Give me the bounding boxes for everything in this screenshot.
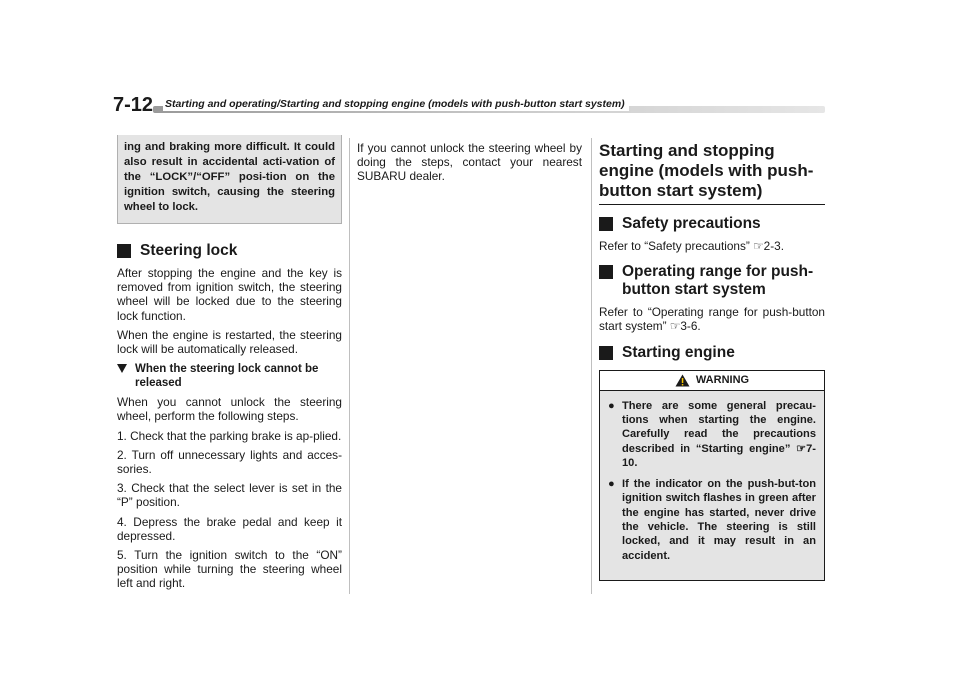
warning-header — [600, 371, 824, 391]
column-left — [117, 135, 342, 596]
heading-text: Safety precautions — [622, 215, 761, 232]
heading-text: Starting engine — [622, 343, 735, 361]
step-item: 5. Turn the ignition switch to the “ON” position while turning the steering wheel left and right. — [117, 548, 342, 591]
step-item: 1. Check that the parking brake is ap-plied. — [117, 428, 342, 443]
column-middle — [357, 141, 582, 189]
paragraph: If you cannot unlock the steering wheel by doing the steps, contact your nearest SUBARU dealer. — [357, 141, 582, 184]
cross-reference: Refer to “Safety precautions” ☞2-3. — [599, 239, 784, 253]
page-header — [113, 94, 825, 118]
square-bullet-icon — [599, 346, 613, 360]
heading-text: Operating range for push-button start system — [622, 263, 814, 299]
cross-reference: Refer to “Operating range for push-button start system” ☞3-6. — [599, 305, 825, 334]
subheading — [117, 362, 342, 390]
bullet-icon: ● — [608, 478, 615, 491]
warning-box — [599, 370, 825, 581]
square-bullet-icon — [599, 265, 613, 279]
steering-lock-heading — [117, 242, 342, 260]
paragraph: When the engine is restarted, the steering lock will be automatically released. — [117, 327, 342, 357]
safety-heading — [599, 215, 825, 233]
warning-text: If the indicator on the push-but-ton ignition switch flashes in green after the engine has started, never drive the vehicle. The steering is still locked, and it may result in an accident. — [622, 478, 816, 562]
bullet-icon: ● — [608, 399, 615, 412]
running-title: Starting and operating/Starting and stopping engine (models with push-button start system) — [163, 98, 629, 111]
starting-engine-heading — [599, 344, 825, 362]
step-item: 3. Check that the select lever is set in the “P” position. — [117, 481, 342, 510]
warning-text: There are some general precau-tions when starting the engine. Carefully read the precautions described in “Starting engine” ☞7-10. — [622, 399, 816, 469]
column-divider — [349, 138, 350, 594]
step-item: 2. Turn off unnecessary lights and acces-sories. — [117, 447, 342, 477]
paragraph: After stopping the engine and the key is removed from ignition switch, the steering wheel will be locked due to the steering lock function. — [117, 266, 342, 323]
warning-item — [608, 399, 816, 470]
paragraph: When you cannot unlock the steering wheel, perform the following steps. — [117, 395, 342, 424]
heading-text: Steering lock — [140, 242, 238, 259]
page-number: 7-12 — [113, 94, 154, 116]
subheading-text: When the steering lock cannot be released — [135, 363, 319, 390]
square-bullet-icon — [599, 217, 613, 231]
step-item: 4. Depress the brake pedal and keep it depressed. — [117, 514, 342, 543]
square-bullet-icon — [117, 244, 131, 258]
continued-warning-box: ing and braking more difficult. It could also result in accidental acti-vation of the “LOCK”/“OFF” posi-tion on the ignition switch, causing the steering wheel to lock. — [117, 135, 342, 224]
section-title: Starting and stopping engine (models with push-button start system) — [599, 141, 825, 205]
warning-label: WARNING — [695, 374, 750, 387]
triangle-bullet-icon — [117, 364, 127, 373]
range-heading — [599, 263, 825, 299]
column-right — [599, 141, 825, 581]
warning-body — [600, 391, 824, 580]
column-divider — [591, 138, 592, 594]
warning-triangle-icon — [675, 374, 690, 387]
warning-item — [608, 477, 816, 563]
